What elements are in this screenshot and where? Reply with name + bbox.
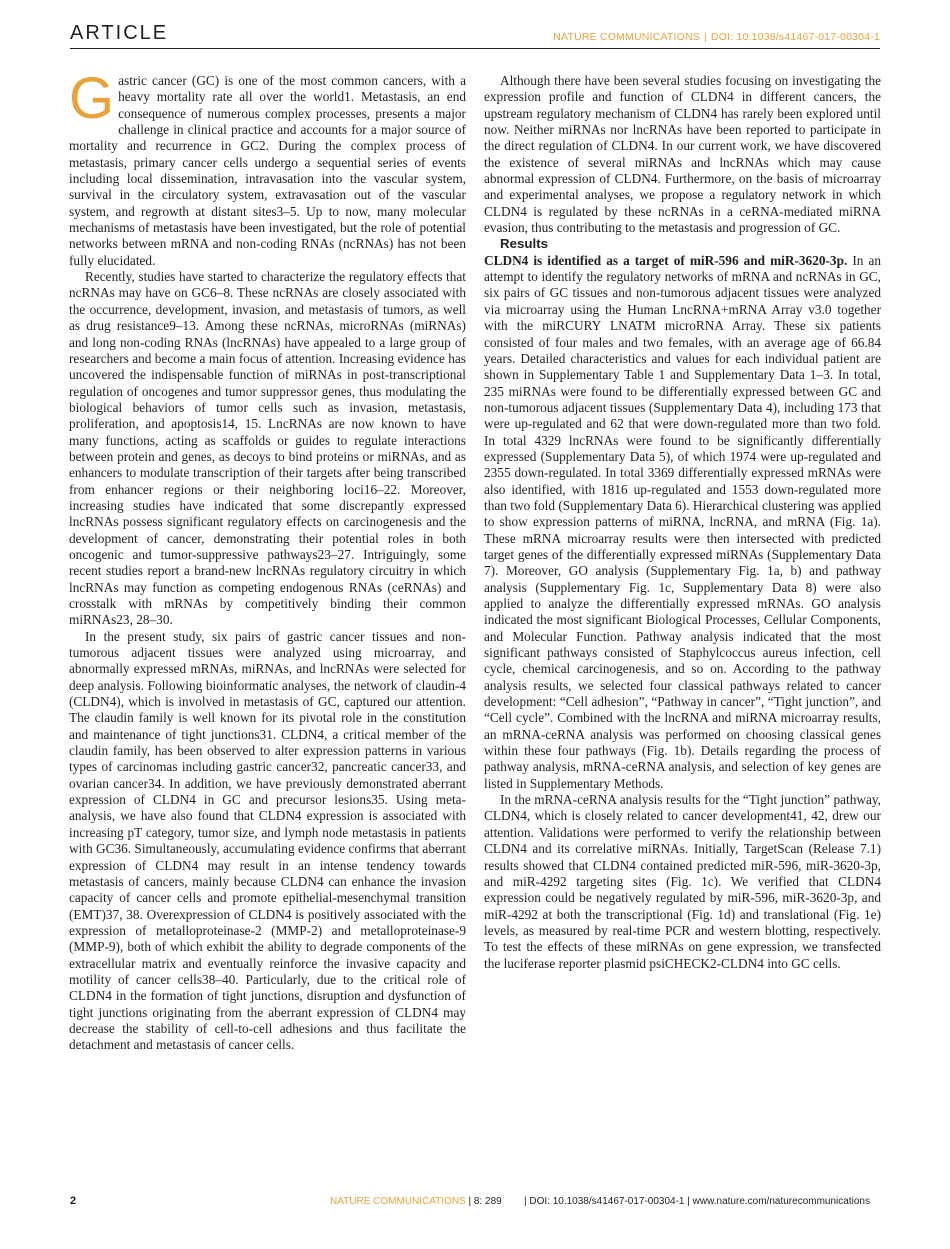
footer-journal (330, 1196, 502, 1207)
dropcap: G (69, 66, 115, 131)
footer-journal-name: NATURE COMMUNICATIONS (330, 1196, 466, 1207)
section-heading-results: Results (500, 236, 549, 252)
right-column (484, 73, 881, 972)
body-paragraph: Recently, studies have started to characterize the regulatory effects that ncRNAs may have on GC6–8. These ncRNAs are closely associated with the occurrence, development, invasion, and metastasis of tumors, as well as drug resistance9–13. Among these ncRNAs, microRNAs (miRNAs) and long non-coding RNAs (lncRNAs) have appealed to a large group of researchers and become a main focus of attention. Increasing evidence has uncovered the indispensable function of miRNAs in post-transcriptional regulation of oncogenes and tumor suppressor genes, thus modulating the biological behaviors of tumor cells such as invasion, metastasis, proliferation, and apoptosis14, 15. LncRNAs are now known to have many functions, acting as scaffolds or guides to regulate interactions between protein and genes, as decoys to bind proteins or miRNAs, and as enhancers to modulate transcription of their targets after being transcribed from enhancer regions or their neighboring loci16–22. Moreover, increasing studies have indicated that some discrepantly expressed lncRNAs possess significant regulatory effects on carcinogenesis and the development of cancer, demonstrating their potential roles in both oncogenic and tumor-suppressive pathways23–27. Intriguingly, some recent studies report a brand-new lncRNAs regulatory circuitry in which lncRNAs may function as competing endogenous RNAs (ceRNAs) and crosstalk with mRNAs by competitively binding their common miRNAs23, 28–30. (69, 269, 466, 628)
footer-doi-link[interactable]: | DOI: 10.1038/s41467-017-00304-1 | www.nature.com/naturecommunications (524, 1196, 870, 1207)
page-number: 2 (70, 1195, 77, 1207)
body-paragraph: In the mRNA-ceRNA analysis results for the “Tight junction” pathway, CLDN4, which is closely related to cancer development41, 42, drew our attention. Validations were performed to verify the relationship between CLDN4 and its correlative miRNAs. Initially, TargetScan (Release 7.1) results showed that CLDN4 contained predicted miR-596, miR-3620-3p, and miR-4292 targeting sites (Fig. 1c). We verified that CLDN4 expression could be negatively regulated by miR-596, miR-3620-3p, and miR-4292 at both the transcriptional (Fig. 1d) and translational (Fig. 1e) levels, as measured by real-time PCR and western blotting, respectively. To test the effects of these miRNAs on gene expression, we transfected the luciferase reporter plasmid psiCHECK2-CLDN4 into GC cells. (484, 792, 881, 971)
header-divider (70, 48, 880, 49)
section-label: ARTICLE (70, 22, 169, 44)
header-doi: DOI: 10.1038/s41467-017-00304-1 (710, 31, 880, 43)
footer-volume: | 8: 289 (468, 1196, 502, 1207)
results-paragraph (484, 253, 881, 792)
header-separator: | (703, 31, 707, 43)
body-paragraph: In the present study, six pairs of gastric cancer tissues and non-tumorous adjacent tissues were analyzed using microarray, and abnormally expressed mRNAs, miRNAs, and lncRNAs were selected for deep analysis. Following bioinformatic analyses, the network of claudin-4 (CLDN4), which is involved in metastasis of GC, captured our attention. The claudin family is well known for its pivotal role in the constitution and maintenance of tight junctions31. CLDN4, a critical member of the claudin family, has been observed to alter expression patterns in various types of carcinomas including gastric cancer32, pancreatic cancer33, and ovarian cancer34. In addition, we have previously demonstrated aberrant expression of CLDN4 in GC and precursor lesions35. Using meta-analysis, we have also found that CLDN4 expression is associated with increasing pT category, tumor size, and lymph node metastasis in patients with GC36. Simultaneously, accumulating evidence confirms that aberrant expression of CLDN4 may result in an intense tendency towards metastasis of cancers, mainly because CLDN4 can enhance the invasion capacity of cancer cells and promote epithelial-mesenchymal transition (EMT)37, 38. Overexpression of CLDN4 is positively associated with the expression of metalloproteinase-2 (MMP-2) and metalloproteinase-9 (MMP-9), both of which exhibit the ability to degrade components of the extracellular matrix and eventually reinforce the invasive capacity and motility of cancer cells38–40. Particularly, due to the critical role of CLDN4 in the formation of tight junctions, disruption and dysfunction of tight junctions originating from the aberrant expression of CLDN4 may decrease the stability of cell-to-cell adhesions and thus facilitate the detachment and metastasis of cancer cells. (69, 628, 466, 1053)
intro-paragraph (69, 66, 466, 269)
subsection-heading: CLDN4 is identified as a target of miR-596 and miR-3620-3p. (484, 252, 848, 268)
results-text: In an attempt to identify the regulatory networks of mRNA and ncRNAs in GC, six pairs of GC tissues and non-tumorous adjacent tissues were analyzed via microarray using the Human LncRNA+mRNA Array v3.0 together with the miRCURY LNATM microRNA Array. These six patients consisted of four males and two females, with an average age of 66.84 years. Detailed characteristics and values for each individual patient are shown in Supplementary Table 1 and Supplementary Data 1–3. In total, 235 miRNAs were found to be differentially expressed between GC and non-tumorous adjacent tissues (Supplementary Data 4), including 173 that were up-regulated and 62 that were down-regulated more than two fold. In total 4329 lncRNAs were found to be significantly differentially expressed (Supplementary Data 5), of which 1974 were up-regulated and 2355 down-regulated. In total 3369 differentially expressed mRNAs were also identified, with 1816 up-regulated and 1553 down-regulated more than two fold (Supplementary Data 6). Hierarchical clustering was applied to show expression patterns of miRNA, lncRNA, and mRNA (Fig. 1a). These mRNA microarray results were then intersected with predicted target genes of the differentially expressed miRNAs (Supplementary Data 7). Moreover, GO analysis (Supplementary Fig. 1a, b) and pathway analysis (Supplementary Fig. 1c, Supplementary Data 8) were also applied to analyze the differentially expressed mRNAs. GO analysis indicated the most significant Biological Processes, Cellular Components, and Molecular Function. Pathway analysis indicated that the most significant pathways consisted of Staphylcoccus aureus infection, cell cycle, chemical carcinogenesis, and so on. According to the pathway analysis results, we selected four classical pathways related to cancer development: “Cell adhesion”, “Pathway in cancer”, “Tight junction”, and “Cell cycle”. Combined with the lncRNA and miRNA microarray results, an mRNA-ceRNA analysis was performed on choosing classical genes within these four pathways (Fig. 1b). Details regarding the process of pathway analysis, mRNA-ceRNA analysis, and selection of key genes are listed in Supplementary Methods. (484, 252, 882, 791)
journal-name: NATURE COMMUNICATIONS (553, 31, 700, 43)
left-column (69, 66, 466, 1054)
journal-header (553, 31, 880, 43)
intro-text: astric cancer (GC) is one of the most common cancers, with a heavy mortality rate all over the world1. Metastasis, an end consequence of numerous complex processes, presents a major challenge in clinical practice and accounts for a major source of mortality and recurrence in GC2. During the complex process of metastasis, primary cancer cells undergo a sequential series of events including local dissemination, intravasation into the vascular system, survival in the circulatory system, extravasation out of the vascular system, and regrowth at distant sites3–5. Up to now, many molecular mechanisms of metastasis have been investigated, but the role of potential networks between mRNA and non-coding RNAs (ncRNAs) has not been fully elucidated. (69, 73, 466, 268)
body-paragraph: Although there have been several studies focusing on investigating the expression profile and function of CLDN4 in different cancers, the upstream regulatory mechanism of CLDN4 has rarely been explored until now. Neither miRNAs nor lncRNAs have been reported to participate in the direct regulation of CLDN4. In our current work, we have discovered the existence of several miRNAs and lncRNAs which may cause abnormal expression of CLDN4. Furthermore, on the basis of microarray and experimental analyses, we propose a regulatory network in which CLDN4 is regulated by these ncRNAs in a ceRNA-mediated miRNA evasion, thus contributing to the metastasis and progression of GC. (484, 73, 881, 236)
